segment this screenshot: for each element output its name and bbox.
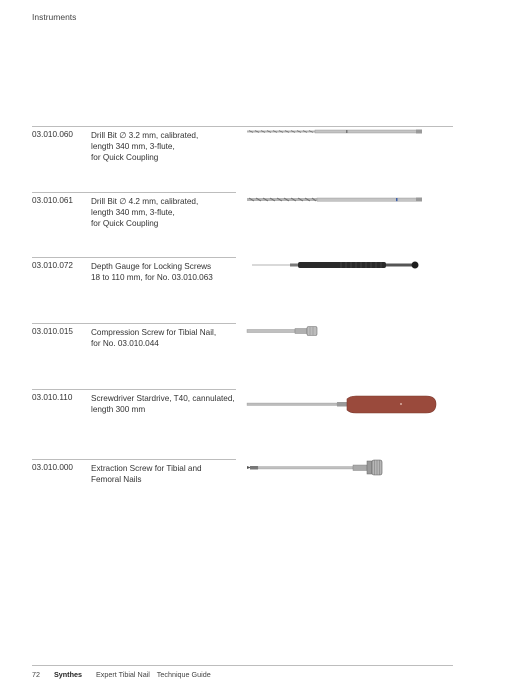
item-code: 03.010.072 bbox=[32, 261, 73, 270]
item-divider bbox=[32, 323, 236, 324]
compression-screw-image bbox=[246, 324, 326, 338]
guide-type: Technique Guide bbox=[156, 670, 211, 679]
screwdriver-image bbox=[246, 393, 446, 417]
instrument-item-compression-screw bbox=[32, 323, 453, 383]
item-code: 03.010.060 bbox=[32, 130, 73, 139]
depth-gauge-image bbox=[246, 257, 426, 273]
item-code: 03.010.015 bbox=[32, 327, 73, 336]
item-description: Drill Bit ∅ 3.2 mm, calibrated, length 340 mm, 3-flute, for Quick Coupling bbox=[91, 131, 199, 162]
page-footer bbox=[32, 670, 211, 679]
item-code: 03.010.061 bbox=[32, 196, 73, 205]
item-code: 03.010.000 bbox=[32, 463, 73, 472]
brand-name: Synthes bbox=[54, 670, 82, 679]
item-description: Drill Bit ∅ 4.2 mm, calibrated, length 340 mm, 3-flute, for Quick Coupling bbox=[91, 197, 199, 228]
item-description: Depth Gauge for Locking Screws 18 to 110 mm, for No. 03.010.063 bbox=[91, 262, 213, 282]
item-divider bbox=[32, 389, 236, 390]
item-code: 03.010.110 bbox=[32, 393, 73, 402]
item-divider bbox=[32, 459, 236, 460]
item-divider bbox=[32, 257, 236, 258]
page-number: 72 bbox=[32, 670, 40, 679]
instrument-item-depth-gauge bbox=[32, 257, 453, 317]
instrument-item-drill-bit-4-2 bbox=[32, 192, 453, 252]
item-description: Screwdriver Stardrive, T40, cannulated, length 300 mm bbox=[91, 394, 235, 414]
item-divider bbox=[32, 192, 236, 193]
section-label: Instruments bbox=[32, 12, 77, 22]
footer-divider bbox=[32, 665, 453, 666]
drill-bit-4-2-image bbox=[246, 194, 426, 206]
instrument-item-screwdriver bbox=[32, 389, 453, 449]
guide-name: Expert Tibial Nail bbox=[95, 670, 150, 679]
extraction-screw-image bbox=[246, 458, 406, 478]
instrument-item-extraction-screw bbox=[32, 459, 453, 519]
item-description: Compression Screw for Tibial Nail, for No. 03.010.044 bbox=[91, 328, 217, 348]
item-description: Extraction Screw for Tibial and Femoral Nails bbox=[91, 464, 202, 484]
instrument-item-drill-bit-3-2 bbox=[32, 126, 453, 186]
drill-bit-3-2-image bbox=[246, 126, 426, 138]
